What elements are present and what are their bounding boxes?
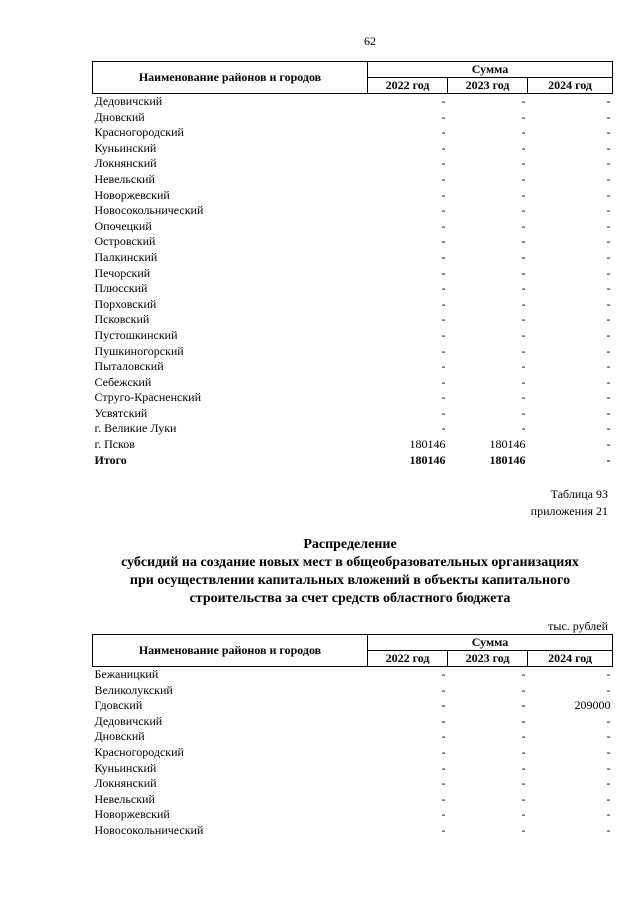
header-year: 2022 год [368,78,448,94]
amount-cell: - [606,265,611,280]
district-name: Невельский [94,171,155,186]
amount-cell: - [606,234,611,249]
district-name: Островский [94,234,156,249]
amount-cell: - [521,807,526,822]
amount-cell: - [441,343,446,358]
table-row [93,776,613,792]
amount-cell: - [606,281,611,296]
amount-cell: - [606,807,611,822]
amount-cell: - [606,421,611,436]
table-row [93,421,613,437]
district-name: Пушкиногорский [94,343,184,358]
amount-cell: - [521,405,526,420]
doc-title-line: Распределение [303,537,397,552]
amount-cell: - [606,94,611,108]
amount-cell: - [441,682,446,697]
district-name: Куньинский [94,760,157,775]
amount-cell: - [521,698,526,713]
amount-cell: - [441,822,446,837]
district-name: Невельский [94,791,155,806]
amount-cell: - [606,760,611,775]
district-name: Красногородский [94,744,184,759]
district-name: Локнянский [94,156,157,171]
amount-cell: - [606,140,611,155]
amount-cell: - [521,94,526,108]
amount-cell: - [606,125,611,140]
amount-cell: - [606,776,611,791]
table-row [93,234,613,250]
district-name: Пыталовский [94,359,164,374]
district-name: Псковский [94,312,150,327]
district-name: Куньинский [94,140,157,155]
amount-cell: - [606,249,611,264]
amount-cell: - [521,281,526,296]
amount-cell: - [521,327,526,342]
amount-cell: - [606,296,611,311]
amount-cell: - [521,729,526,744]
page-number: 62 [364,34,376,48]
amount-cell: - [521,343,526,358]
amount-cell: - [606,171,611,186]
district-name: г. Псков [94,437,135,452]
amount-cell: - [606,744,611,759]
amount-cell: - [521,682,526,697]
amount-cell: - [606,390,611,405]
district-name: Палкинский [94,249,158,264]
table-row [93,328,613,344]
district-name: Локнянский [94,776,157,791]
doc-title-line: при осуществлении капитальных вложений в объекты капитального [129,573,571,588]
appendix-ref: приложения 21 [530,504,608,518]
table-body [93,94,613,469]
table-row [93,297,613,313]
amount-cell: - [441,203,446,218]
total-amount-cell: 180146 [489,452,526,467]
table-row [93,266,613,282]
amount-cell: - [606,109,611,124]
amount-cell: - [441,359,446,374]
district-name: Бежаницкий [94,667,159,681]
amount-cell: - [441,171,446,186]
amount-cell: - [606,327,611,342]
amount-cell: - [521,421,526,436]
district-name: Новосокольнический [94,203,204,218]
amount-cell: - [441,390,446,405]
district-name: Дедовичский [94,713,163,728]
amount-cell: - [521,791,526,806]
amount-cell: - [521,713,526,728]
amount-cell: - [521,390,526,405]
amount-cell: - [606,312,611,327]
amount-cell: - [521,156,526,171]
amount-cell: - [606,187,611,202]
amount-cell: - [441,713,446,728]
amount-cell: - [606,729,611,744]
header-name: Наименование районов и городов [93,62,368,94]
header-year: 2024 год [528,651,613,667]
header-year: 2023 год [448,651,528,667]
amount-cell: - [441,405,446,420]
total-amount-cell: 180146 [409,452,446,467]
district-name: Красногородский [94,125,184,140]
table-row [93,188,613,204]
district-name: Плюсский [94,281,148,296]
table-row [93,667,613,683]
total-amount-cell: - [606,452,611,467]
amount-cell: 180146 [409,437,446,452]
district-name: Порховский [94,296,157,311]
amount-cell: - [521,760,526,775]
amount-cell: - [441,156,446,171]
district-name: Великолукский [94,682,173,697]
amount-cell: - [441,744,446,759]
amount-cell: - [521,296,526,311]
amount-cell: - [606,822,611,837]
header-sum: Сумма [368,635,613,651]
amount-cell: - [441,234,446,249]
amount-cell: - [606,374,611,389]
header-year: 2024 год [528,78,613,94]
amount-cell: - [441,281,446,296]
amount-cell: - [606,343,611,358]
table-row [93,807,613,823]
amount-cell: - [521,776,526,791]
district-name: Опочецкий [94,218,152,233]
table-row [93,156,613,172]
table-row [93,792,613,808]
amount-cell: - [441,776,446,791]
table-row [93,375,613,391]
amount-cell: - [521,374,526,389]
amount-cell: - [606,405,611,420]
amount-cell: - [521,171,526,186]
table-body [93,667,613,839]
amount-cell: - [606,791,611,806]
table-row [93,125,613,141]
amount-cell: - [521,140,526,155]
amount-cell: - [606,713,611,728]
amount-cell: - [606,359,611,374]
district-name: Печорский [94,265,151,280]
table-row [93,698,613,714]
table-row [93,250,613,266]
amount-cell: - [606,203,611,218]
amount-cell: - [441,327,446,342]
district-name: Струго-Красненский [94,390,202,405]
amount-cell: - [606,218,611,233]
amount-cell: - [521,203,526,218]
district-name: Новоржевский [94,187,170,202]
header-name: Наименование районов и городов [93,635,368,667]
amount-cell: - [441,698,446,713]
amount-cell: - [606,156,611,171]
district-name: Дновский [94,109,145,124]
amount-cell: - [606,682,611,697]
table-row [93,172,613,188]
table-row [93,714,613,730]
table-row [93,203,613,219]
amount-cell: - [441,94,446,108]
amount-cell: - [441,807,446,822]
table-row [93,94,613,110]
subsidy-table-1 [92,61,613,468]
amount-cell: - [521,312,526,327]
amount-cell: - [441,125,446,140]
district-name: Дновский [94,729,145,744]
district-name: Дедовичский [94,94,163,108]
amount-cell: - [606,437,611,452]
amount-cell: - [441,374,446,389]
amount-cell: 209000 [574,698,611,713]
amount-cell: - [441,296,446,311]
amount-cell: - [441,791,446,806]
amount-cell: - [441,109,446,124]
amount-cell: - [441,265,446,280]
table-row [93,406,613,422]
total-row [93,453,613,469]
amount-cell: - [521,218,526,233]
district-name: Гдовский [94,698,143,713]
amount-cell: - [521,265,526,280]
amount-cell: - [441,760,446,775]
table-row [93,219,613,235]
district-name: Новосокольнический [94,822,204,837]
amount-cell: - [521,744,526,759]
amount-cell: - [441,667,446,681]
table-row [93,761,613,777]
table-row [93,110,613,126]
table-row [93,437,613,453]
total-label: Итого [94,452,127,467]
amount-cell: - [521,125,526,140]
units-label: тыс. рублей [548,619,608,633]
table-row [93,344,613,360]
amount-cell: - [441,312,446,327]
amount-cell: - [521,667,526,681]
doc-title-line: субсидий на создание новых мест в общеобразовательных организациях [121,555,579,570]
subsidy-table-2 [92,634,613,839]
table-row [93,359,613,375]
district-name: Пустошкинский [94,327,178,342]
table-row [93,390,613,406]
amount-cell: - [441,218,446,233]
amount-cell: - [606,667,611,681]
amount-cell: - [441,421,446,436]
table-row [93,141,613,157]
district-name: г. Великие Луки [94,421,177,436]
district-name: Усвятский [94,405,148,420]
doc-title-line: строительства за счет средств областного бюджета [189,591,511,606]
table-row [93,312,613,328]
amount-cell: - [441,187,446,202]
table-row [93,281,613,297]
district-name: Новоржевский [94,807,170,822]
header-sum: Сумма [368,62,613,78]
table-row [93,683,613,699]
district-name: Себежский [94,374,152,389]
amount-cell: - [521,187,526,202]
table-number: Таблица 93 [550,487,608,501]
table-row [93,729,613,745]
amount-cell: - [521,249,526,264]
amount-cell: 180146 [489,437,526,452]
amount-cell: - [441,729,446,744]
header-year: 2023 год [448,78,528,94]
table-row [93,745,613,761]
amount-cell: - [521,234,526,249]
amount-cell: - [441,140,446,155]
amount-cell: - [521,359,526,374]
amount-cell: - [441,249,446,264]
amount-cell: - [521,109,526,124]
amount-cell: - [521,822,526,837]
header-year: 2022 год [368,651,448,667]
table-row [93,823,613,839]
